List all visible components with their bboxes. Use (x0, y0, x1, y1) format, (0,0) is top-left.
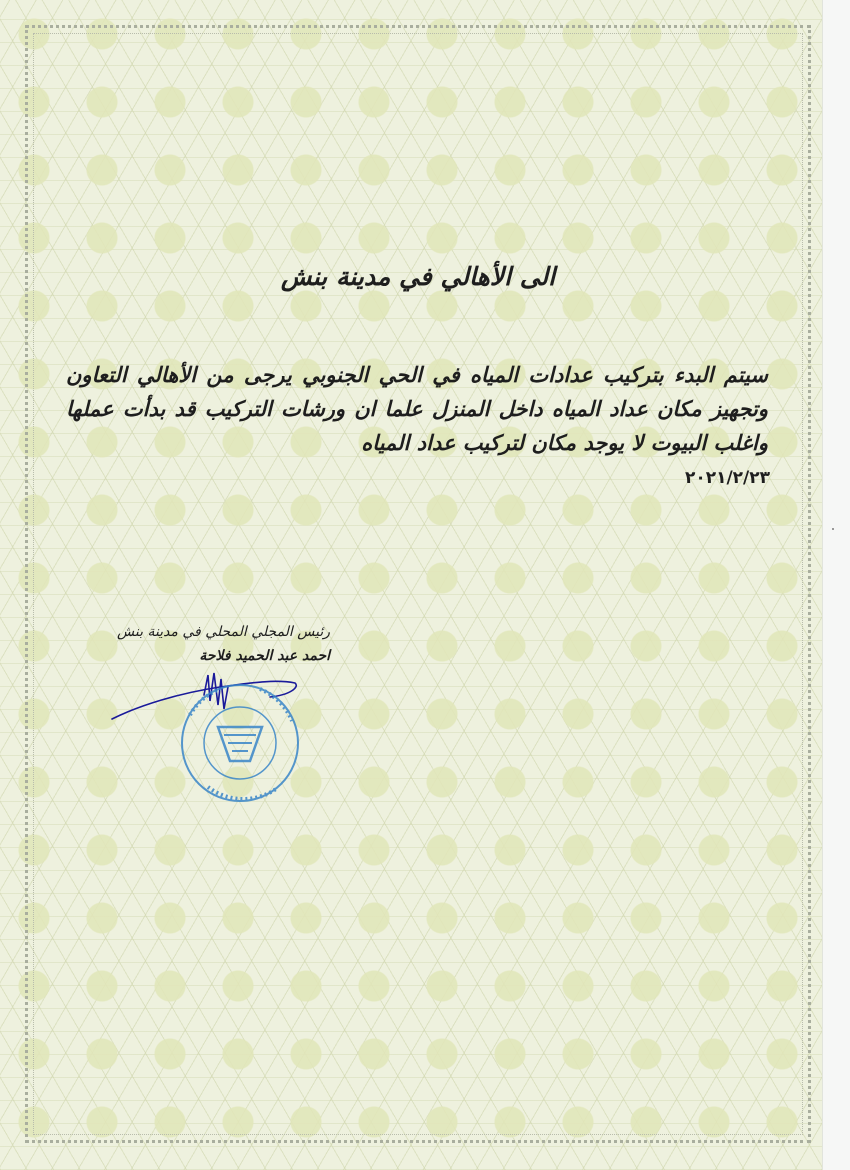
announcement-body: سيتم البدء بتركيب عدادات المياه في الحي الجنوبي يرجى من الأهالي التعاون وتجهيز مكان عداد المياه داخل المنزل علما ان ورشات التركيب قد بدأت عملها واغلب البيوت لا يوجد مكان لتركيب عداد المياه (66, 363, 768, 455)
signature-icon (112, 673, 296, 719)
signatory-name: احمد عبد الحميد فلاحة (199, 648, 330, 664)
decorative-border-inner (33, 33, 803, 1135)
document-date: ٢٠٢١/٢/٢٣ (684, 468, 770, 488)
scan-margin (822, 0, 850, 1170)
document-title: الى الأهالي في مدينة بنش (280, 262, 556, 291)
signature-stamp (100, 665, 310, 815)
scan-mark (832, 528, 834, 530)
official-seal-icon (182, 685, 298, 801)
signatory-title: رئيس المجلي المحلي في مدينة بنش (117, 624, 330, 640)
